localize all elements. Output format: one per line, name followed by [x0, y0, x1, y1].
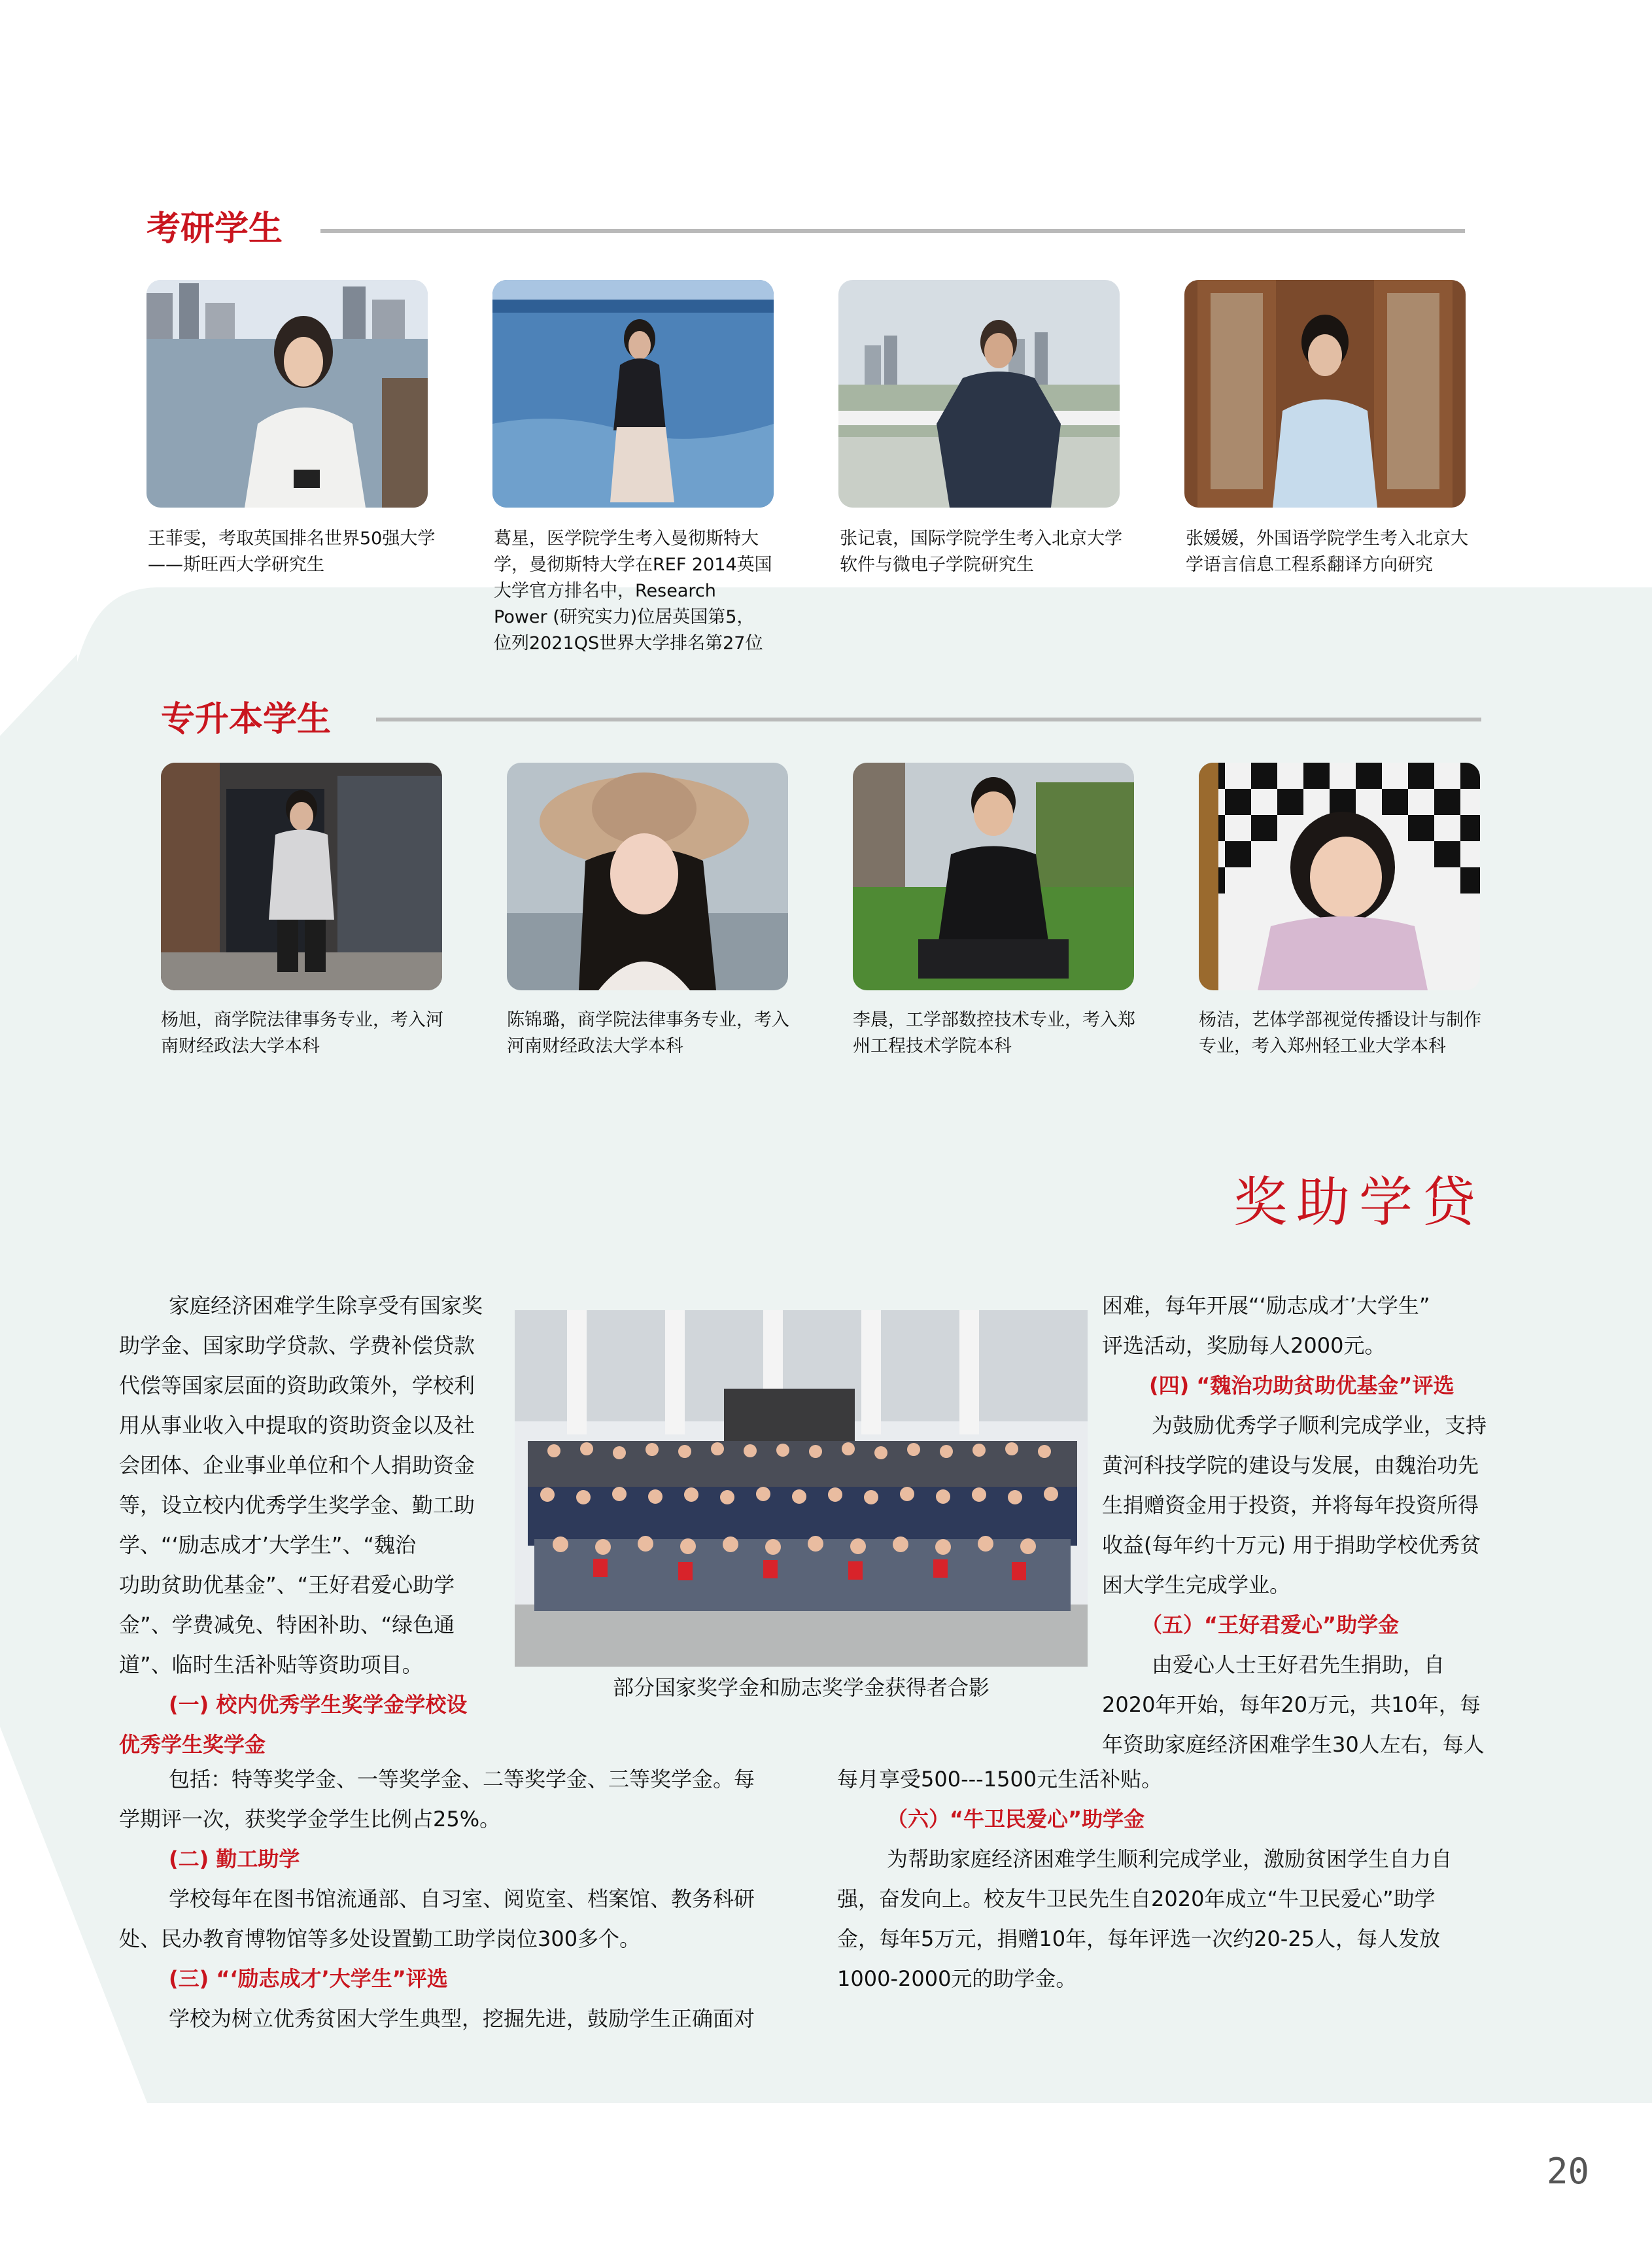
intro-line: 用从事业收入中提取的资助资金以及社 [119, 1413, 475, 1438]
text-line: 包括：特等奖学金、一等奖学金、二等奖学金、三等奖学金。每 [169, 1767, 755, 1792]
kaoyan-caption-2: 葛星，医学院学生考入曼彻斯特大学，曼彻斯特大学在REF 2014英国大学官方排名中，Research Power (研究实力)位居英国第5， 位列2021QS世界大学排名第27位 [494, 529, 772, 653]
intro-line: 等，设立校内优秀学生奖学金、勤工助 [119, 1493, 475, 1518]
text-line: 黄河科技学院的建设与发展，由魏治功先 [1102, 1453, 1479, 1478]
right-top-paragraphs [1102, 1286, 1514, 1765]
group-photo-image [515, 1310, 1088, 1667]
intro-line: 家庭经济困难学生除享受有国家奖 [169, 1293, 483, 1318]
text-line: 处、民办教育博物馆等多处设置勤工助学岗位300多个。 [119, 1926, 641, 1951]
text-line: 2020年开始，每年20万元，共10年，每 [1102, 1692, 1481, 1717]
student-photo-door [1184, 280, 1466, 508]
student-photo-mall [161, 763, 442, 990]
section-title-kaoyan: 考研学生 [146, 209, 283, 249]
heading-1-cont: 优秀学生奖学金 [119, 1732, 266, 1757]
zsb-caption-3: 李晨，工学部数控技术专业，考入郑州工程技术学院本科 [853, 1010, 1135, 1056]
zsb-caption-2: 陈锦璐，商学院法律事务专业，考入河南财经政法大学本科 [507, 1010, 789, 1056]
text-line: 困难，每年开展“‘励志成才’大学生” [1102, 1293, 1430, 1318]
student-photo-river [838, 280, 1120, 508]
intro-line: 助学金、国家助学贷款、学费补偿贷款 [119, 1333, 475, 1358]
student-photo-checker [1199, 763, 1480, 990]
section-title-zhuanshengben: 专升本学生 [161, 700, 332, 739]
page-number: 20 [1546, 2151, 1589, 2192]
intro-line: 道”、临时生活补贴等资助项目。 [119, 1652, 423, 1677]
text-line: 收益(每年约十万元) 用于捐助学校优秀贫 [1102, 1533, 1481, 1557]
heading-2: (二) 勤工助学 [169, 1847, 300, 1871]
right-bottom-paragraphs [837, 1760, 1514, 1999]
kaoyan-caption-3: 张记袁，国际学院学生考入北京大学软件与微电子学院研究生 [840, 529, 1122, 575]
text-line: 学校为树立优秀贫困大学生典型，挖掘先进，鼓励学生正确面对 [169, 2006, 755, 2031]
text-line: 学校每年在图书馆流通部、自习室、阅览室、档案馆、教务科研 [169, 1886, 755, 1911]
text-line: 每月享受500---1500元生活补贴。 [837, 1767, 1163, 1792]
heading-4: (四) “魏治功助贫助优基金”评选 [1149, 1373, 1454, 1398]
student-photo-sea [492, 280, 774, 508]
text-line: 由爱心人士王好君先生捐助，自 [1152, 1652, 1445, 1677]
heading-6: （六）“牛卫民爱心”助学金 [887, 1807, 1145, 1831]
left-bottom-paragraphs [119, 1760, 793, 2039]
student-photo-waterfront [146, 280, 428, 508]
text-line: 为帮助家庭经济困难学生顺利完成学业，激励贫困学生自力自 [887, 1847, 1453, 1871]
section-title-scholarship: 奖助学贷 [1233, 1171, 1485, 1234]
heading-1: (一) 校内优秀学生奖学金学校设 [169, 1692, 468, 1717]
heading-3: (三) “‘励志成才’大学生”评选 [169, 1966, 448, 1991]
text-line: 1000-2000元的助学金。 [837, 1966, 1077, 1991]
text-line: 生捐赠资金用于投资，并将每年投资所得 [1102, 1493, 1479, 1518]
intro-paragraph [119, 1286, 500, 1765]
text-line: 为鼓励优秀学子顺利完成学业，支持 [1152, 1413, 1487, 1438]
intro-line: 代偿等国家层面的资助政策外，学校利 [119, 1373, 475, 1398]
intro-line: 会团体、企业事业单位和个人捐助资金 [119, 1453, 475, 1478]
heading-5: （五）“王好君爱心”助学金 [1141, 1612, 1400, 1637]
text-line: 年资助家庭经济困难学生30人左右，每人 [1102, 1732, 1485, 1757]
zsb-caption-4: 杨洁，艺体学部视觉传播设计与制作专业，考入郑州轻工业大学本科 [1199, 1010, 1481, 1056]
zsb-caption-1: 杨旭，商学院法律事务专业，考入河南财经政法大学本科 [161, 1010, 443, 1056]
text-line: 强，奋发向上。校友牛卫民先生自2020年成立“牛卫民爱心”助学 [837, 1886, 1436, 1911]
intro-line: 金”、学费减免、特困补助、“绿色通 [119, 1612, 455, 1637]
student-photo-park [853, 763, 1134, 990]
text-line: 评选活动，奖励每人2000元。 [1102, 1333, 1386, 1358]
kaoyan-caption-1: 王菲雯，考取英国排名世界50强大学——斯旺西大学研究生 [148, 529, 436, 575]
section-rule [320, 229, 1465, 233]
intro-line: 学、“‘励志成才’大学生”、“魏治 [119, 1533, 417, 1557]
group-photo-caption: 部分国家奖学金和励志奖学金获得者合影 [612, 1675, 989, 1700]
intro-line: 功助贫助优基金”、“王好君爱心助学 [119, 1572, 455, 1597]
section-rule [376, 718, 1481, 721]
text-line: 困大学生完成学业。 [1102, 1572, 1291, 1597]
student-photo-hat [507, 763, 788, 990]
text-line: 学期评一次，获奖学金学生比例占25%。 [119, 1807, 501, 1831]
text-line: 金，每年5万元，捐赠10年，每年评选一次约20-25人，每人发放 [837, 1926, 1441, 1951]
kaoyan-caption-4: 张媛媛，外国语学院学生考入北京大学语言信息工程系翻译方向研究 [1186, 529, 1468, 575]
